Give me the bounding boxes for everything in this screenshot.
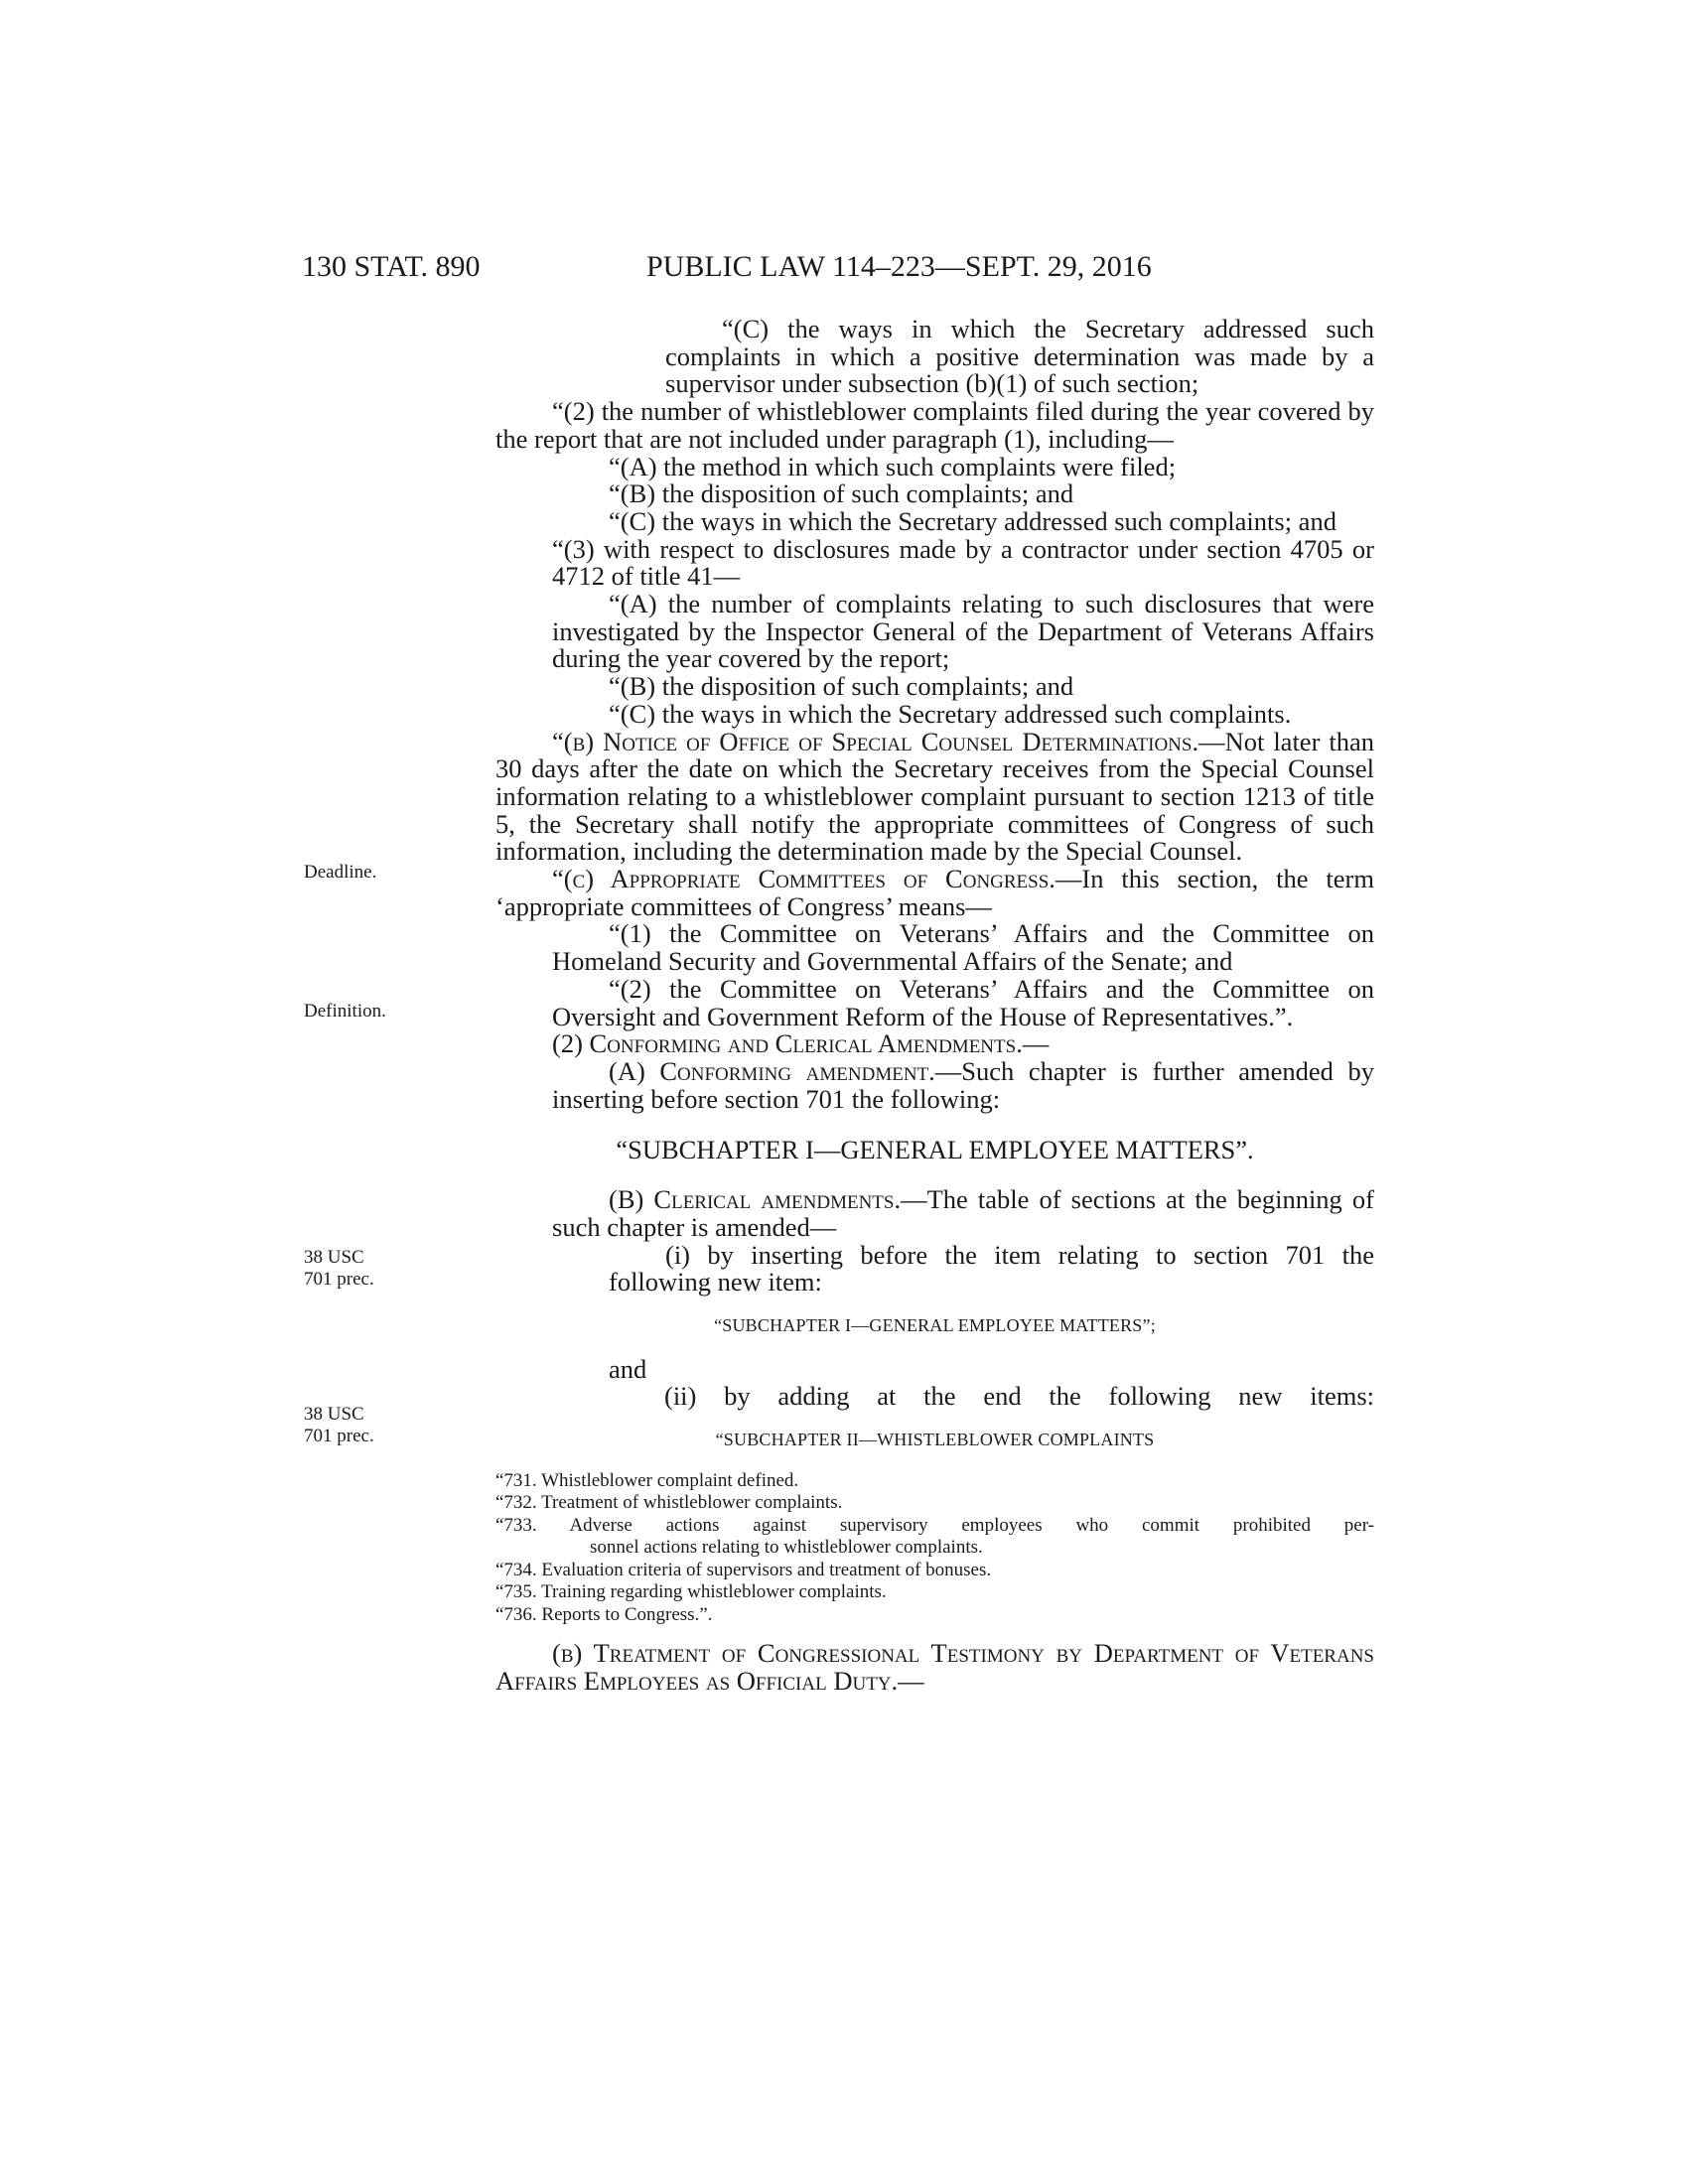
paragraph-b-disposition: “(B) the disposition of such complaints; and (609, 478, 1074, 509)
paragraph-a-method: “(A) the method in which such complaints were filed; (609, 451, 1177, 481)
new-item-subchapter-i: “SUBCHAPTER I—GENERAL EMPLOYEE MATTERS”; (714, 1314, 1156, 1335)
subchapter-i-heading: “SUBCHAPTER I—GENERAL EMPLOYEE MATTERS”. (616, 1135, 1254, 1165)
subparagraph-a-heading: (A) Conforming amendment. (609, 1055, 935, 1086)
clause-i-insert: (i) by inserting before the item relating to section 701 the following new item: (609, 1239, 1374, 1297)
subsection-c-text: —In this section, the term ‘appropriate committees of Congress’ means— (495, 864, 1374, 921)
margin-note-definition: Definition. (304, 1001, 386, 1022)
subparagraph-b-text: —The table of sections at the beginning of such chapter is amended— (552, 1184, 1374, 1242)
usc-cite-line1: 38 USC (304, 1247, 364, 1268)
toc-item-736: “736. Reports to Congress.”. (495, 1603, 713, 1625)
paragraph-2-conforming-heading: (2) Conforming and Clerical Amendments.— (552, 1028, 1050, 1059)
margin-note-deadline: Deadline. (304, 862, 377, 883)
usc-cite-line2: 701 prec. (304, 1269, 374, 1290)
usc-cite-line1: 38 USC (304, 1404, 364, 1425)
and-connector: and (609, 1353, 647, 1384)
subparagraph-b-clerical (495, 1186, 1374, 1241)
toc-item-734: “734. Evaluation criteria of supervisors and treatment of bonuses. (495, 1559, 992, 1580)
paragraph-b-disposition-2: “(B) the disposition of such complaints; and (609, 671, 1074, 702)
paragraph-a-investigated: “(A) the number of complaints relating to such disclosures that were investigated by the Inspector General of the Department of Veterans Affairs during the year covered by the report; (552, 589, 1374, 674)
running-head: PUBLIC LAW 114–223—SEPT. 29, 2016 (646, 250, 1152, 283)
subsection-b-heading: “(b) Notice of Office of Special Counsel Determinations. (552, 726, 1199, 756)
subsection-b-text: —Not later than 30 days after the date on which the Secretary receives from the Special Counsel information relating to a whistleblower complaint pursuant to section 1213 of title 5, the Secretary shall notify the appropriate committees of Congress of such information, including the determination made by the Special Counsel. (495, 726, 1375, 867)
table-of-sections (495, 1470, 1374, 1627)
paragraph-c-ways: “(C) the ways in which the Secretary addressed such complaints; and (609, 505, 1336, 536)
usc-cite-line2: 701 prec. (304, 1426, 374, 1446)
toc-item-733-continued: sonnel actions relating to whistleblower complaints. (590, 1537, 983, 1559)
subparagraph-b-heading: (B) Clerical amendments. (609, 1184, 902, 1215)
toc-item-731: “731. Whistleblower complaint defined. (495, 1469, 799, 1491)
subsection-b-notice (495, 726, 1375, 867)
stat-page-number: 130 STAT. 890 (302, 250, 481, 283)
paragraph-1-senate: “(1) the Committee on Veterans’ Affairs and the Committee on Homeland Security and Governmental Affairs of the Senate; and (552, 918, 1374, 977)
toc-item-732: “732. Treatment of whistleblower complaints. (495, 1492, 843, 1514)
subchapter-ii-heading: “SUBCHAPTER II—WHISTLEBLOWER COMPLAINTS (715, 1430, 1155, 1450)
subparagraph-a-text: —Such chapter is further amended by inserting before section 701 the following: (552, 1055, 1374, 1114)
toc-item-733: “733. Adverse actions against supervisory employees who commit prohibited per- (495, 1514, 1374, 1536)
statute-body (495, 316, 1374, 1696)
margin-note-usc-1 (304, 1247, 374, 1291)
subsection-c-definition (495, 866, 1374, 920)
subsection-b-congressional-testimony: (b) Treatment of Congressional Testimony by Department of Veterans Affairs Employees as Official Duty.— (495, 1638, 1374, 1696)
toc-item-735: “735. Training regarding whistleblower complaints. (495, 1581, 887, 1603)
paragraph-2-other-complaints: “(2) the number of whistleblower complaints filed during the year covered by the report that are not included under paragraph (1), including— (495, 396, 1374, 454)
subparagraph-a-conforming (495, 1055, 1374, 1114)
margin-note-usc-2 (304, 1404, 374, 1447)
paragraph-c-positive-determination: “(C) the ways in which the Secretary addressed such complaints in which a positive determination was made by a supervisor under subsection (b)(1) of such section; (665, 314, 1374, 399)
paragraph-3-contractor: “(3) with respect to disclosures made by a contractor under section 4705 or 4712 of title 41— (552, 533, 1374, 592)
clause-ii-add: (ii) by adding at the end the following new items: (664, 1381, 1374, 1412)
paragraph-2-house: “(2) the Committee on Veterans’ Affairs and the Committee on Oversight and Government Reform of the House of Representatives.”. (552, 973, 1374, 1031)
paragraph-c-ways-2: “(C) the ways in which the Secretary addressed such complaints. (609, 698, 1292, 729)
subsection-c-heading: “(c) Appropriate Committees of Congress. (552, 864, 1055, 894)
